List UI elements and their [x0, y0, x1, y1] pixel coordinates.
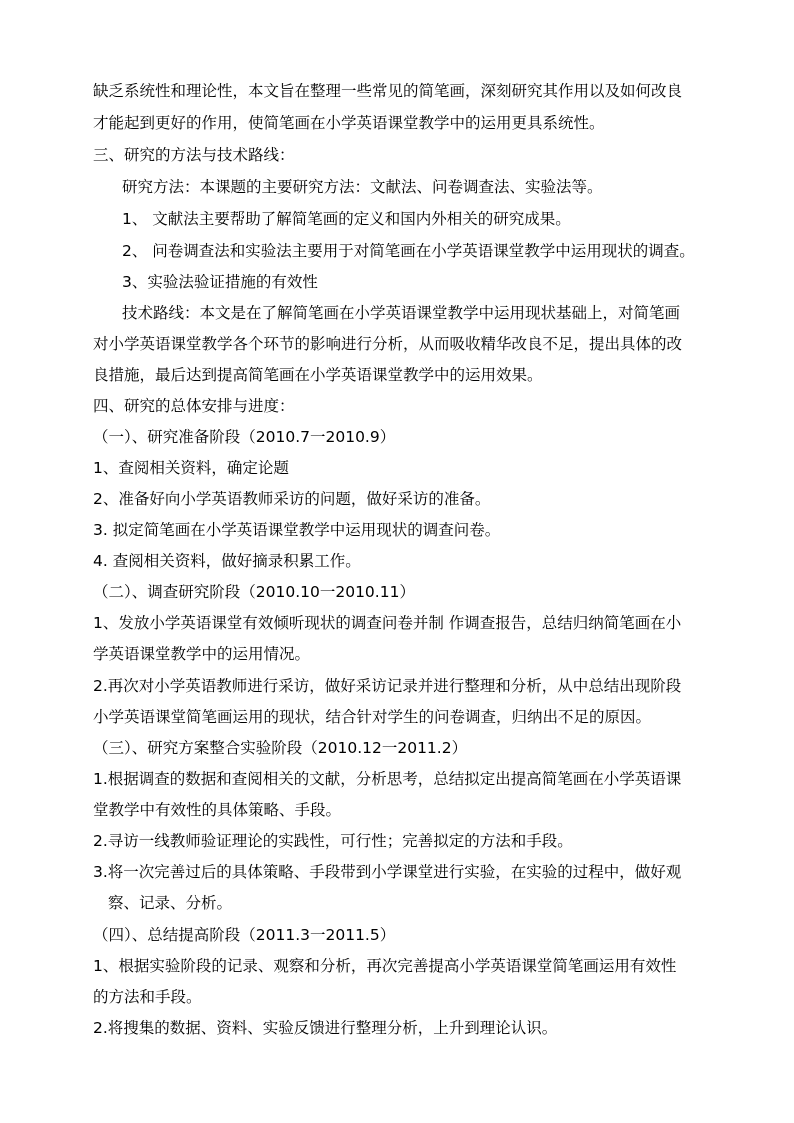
list-item: 1、发放小学英语课堂有效倾听现状的调查问卷并制 作调查报告，总结归纳简笔画在小 [93, 614, 682, 632]
list-item: 2.再次对小学英语教师进行采访，做好采访记录并进行整理和分析，从中总结出现阶段 [93, 677, 682, 695]
list-item: 1、查阅相关资料，确定论题 [93, 459, 289, 477]
list-item: 3. 拟定简笔画在小学英语课堂教学中运用现状的调查问卷。 [93, 521, 501, 539]
list-item: 3、实验法验证措施的有效性 [122, 273, 318, 291]
text-line: 的方法和手段。 [93, 988, 202, 1006]
text-line: 技术路线：本文是在了解简笔画在小学英语课堂教学中运用现状基础上，对简笔画 [122, 304, 681, 322]
text-line: 学英语课堂教学中的运用情况。 [93, 645, 311, 663]
list-item: 1、 文献法主要帮助了解简笔画的定义和国内外相关的研究成果。 [122, 210, 571, 228]
list-item: 2、准备好向小学英语教师采访的问题，做好采访的准备。 [93, 490, 491, 508]
text-line: 察、记录、分析。 [108, 894, 233, 912]
text-line: 堂教学中有效性的具体策略、手段。 [93, 801, 342, 819]
text-line: 研究方法：本课题的主要研究方法：文献法、问卷调查法、实验法等。 [122, 178, 603, 196]
text-line: 才能起到更好的作用，使简笔画在小学英语课堂教学中的运用更具系统性。 [93, 114, 605, 132]
text-line: 缺乏系统性和理论性，本文旨在整理一些常见的简笔画，深刻研究其作用以及如何改良 [93, 82, 683, 100]
text-line: 良措施，最后达到提高简笔画在小学英语课堂教学中的运用效果。 [93, 366, 543, 384]
subsection-heading: （三）、研究方案整合实验阶段（2010.12一2011.2） [93, 739, 468, 757]
list-item: 3.将一次完善过后的具体策略、手段带到小学课堂进行实验，在实验的过程中，做好观 [93, 863, 682, 881]
list-item: 2.将搜集的数据、资料、实验反馈进行整理分析，上升到理论认识。 [93, 1019, 558, 1037]
subsection-heading: （四）、总结提高阶段（2011.3一2011.5） [93, 926, 396, 944]
list-item: 1、根据实验阶段的记录、观察和分析，再次完善提高小学英语课堂简笔画运用有效性 [93, 957, 677, 975]
list-item: 2.寻访一线教师验证理论的实践性，可行性；完善拟定的方法和手段。 [93, 832, 573, 850]
text-line: 对小学英语课堂教学各个环节的影响进行分析，从而吸收精华改良不足，提出具体的改 [93, 335, 683, 353]
section-heading: 三、研究的方法与技术路线： [93, 146, 295, 164]
section-heading: 四、研究的总体安排与进度： [93, 397, 295, 415]
list-item: 2、 问卷调查法和实验法主要用于对简笔画在小学英语课堂教学中运用现状的调查。 [122, 242, 695, 260]
text-line: 小学英语课堂简笔画运用的现状，结合针对学生的问卷调查，归纳出不足的原因。 [93, 708, 652, 726]
subsection-heading: （二）、调查研究阶段（2010.10一2010.11） [93, 583, 415, 601]
list-item: 1.根据调查的数据和查阅相关的文献，分析思考，总结拟定出提高简笔画在小学英语课 [93, 770, 682, 788]
list-item: 4. 查阅相关资料，做好摘录积累工作。 [93, 552, 361, 570]
subsection-heading: （一）、研究准备阶段（2010.7一2010.9） [93, 428, 396, 446]
